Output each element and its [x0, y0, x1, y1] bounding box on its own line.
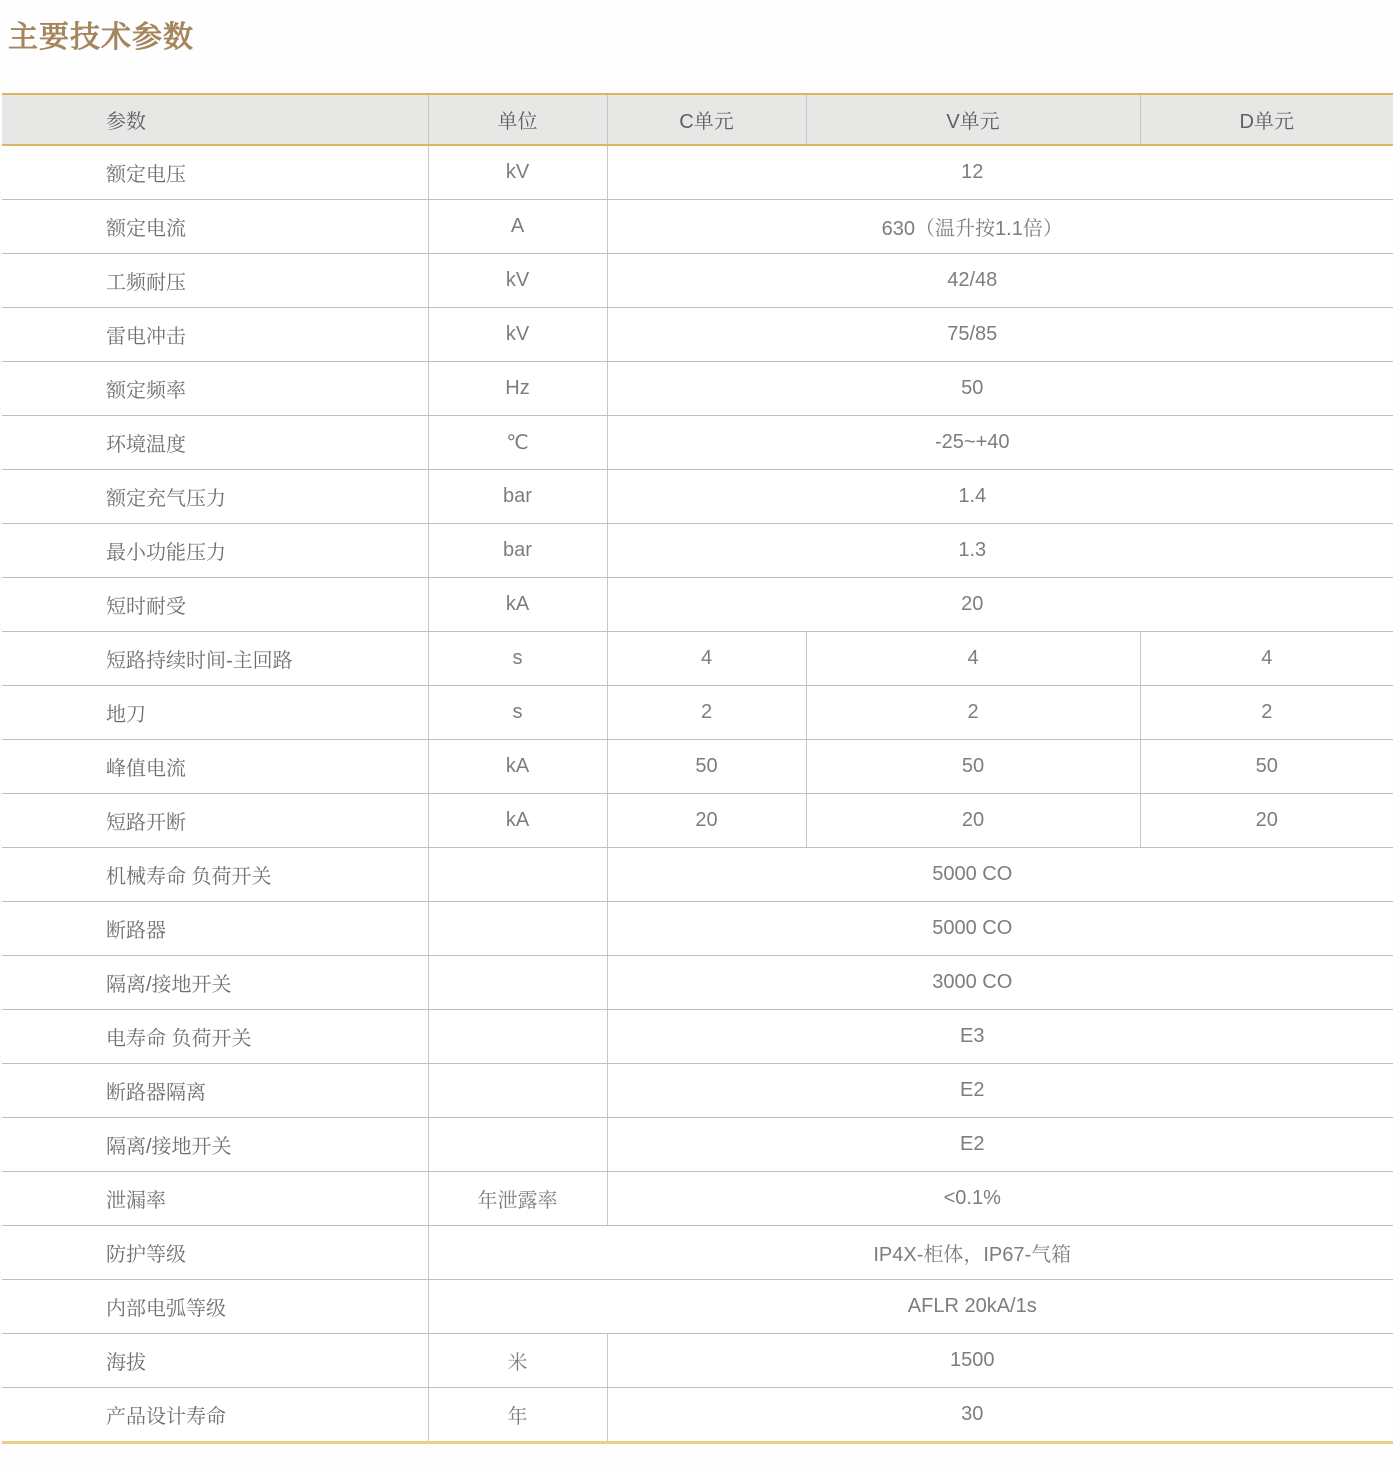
unit-cell: [428, 1064, 607, 1118]
table-row: [2, 794, 1393, 848]
table-row: [2, 416, 1393, 470]
unit-cell: 米: [428, 1334, 607, 1388]
unit-cell: s: [428, 686, 607, 740]
value-cell: 50: [607, 362, 1393, 416]
value-cell-c: 50: [607, 740, 806, 794]
param-cell: 峰值电流: [2, 740, 428, 794]
col-header-c-unit: C单元: [607, 94, 806, 145]
value-cell: 630（温升按1.1倍）: [607, 200, 1393, 254]
param-cell: 隔离/接地开关: [2, 1118, 428, 1172]
unit-cell: [428, 956, 607, 1010]
table-row: [2, 145, 1393, 200]
unit-cell: 年泄露率: [428, 1172, 607, 1226]
unit-cell: kV: [428, 254, 607, 308]
unit-cell: [428, 848, 607, 902]
table-row: [2, 1064, 1393, 1118]
unit-cell: kA: [428, 794, 607, 848]
value-cell-d: 2: [1140, 686, 1393, 740]
table-row: [2, 1172, 1393, 1226]
value-cell: -25~+40: [607, 416, 1393, 470]
param-cell: 产品设计寿命: [2, 1388, 428, 1443]
value-cell: 1500: [607, 1334, 1393, 1388]
value-cell: E2: [607, 1118, 1393, 1172]
unit-cell: kV: [428, 308, 607, 362]
value-cell: 3000 CO: [607, 956, 1393, 1010]
param-cell: 海拔: [2, 1334, 428, 1388]
value-cell-d: 50: [1140, 740, 1393, 794]
spec-table: [2, 93, 1393, 1444]
param-cell: 地刀: [2, 686, 428, 740]
unit-cell: bar: [428, 470, 607, 524]
table-row: [2, 632, 1393, 686]
col-header-param: 参数: [2, 94, 428, 145]
table-row: [2, 524, 1393, 578]
unit-cell: [428, 902, 607, 956]
unit-cell: kV: [428, 145, 607, 200]
table-row: [2, 848, 1393, 902]
table-row: [2, 740, 1393, 794]
value-cell-d: 20: [1140, 794, 1393, 848]
value-cell-c: 2: [607, 686, 806, 740]
page-title: 主要技术参数: [8, 21, 194, 54]
param-cell: 工频耐压: [2, 254, 428, 308]
unit-cell: 年: [428, 1388, 607, 1443]
value-cell-v: 2: [806, 686, 1140, 740]
value-cell: 5000 CO: [607, 848, 1393, 902]
table-row: [2, 1334, 1393, 1388]
param-cell: 断路器隔离: [2, 1064, 428, 1118]
value-cell: 30: [607, 1388, 1393, 1443]
value-cell-v: 4: [806, 632, 1140, 686]
table-row: [2, 362, 1393, 416]
param-cell: 断路器: [2, 902, 428, 956]
param-cell: 额定电流: [2, 200, 428, 254]
unit-cell: [428, 1010, 607, 1064]
table-row: [2, 470, 1393, 524]
value-cell: 1.4: [607, 470, 1393, 524]
param-cell: 内部电弧等级: [2, 1280, 428, 1334]
table-row: [2, 686, 1393, 740]
value-cell: <0.1%: [607, 1172, 1393, 1226]
value-cell: IP4X-柜体，IP67-气箱: [428, 1226, 1393, 1280]
param-cell: 电寿命 负荷开关: [2, 1010, 428, 1064]
value-cell: 42/48: [607, 254, 1393, 308]
table-row: [2, 902, 1393, 956]
param-cell: 隔离/接地开关: [2, 956, 428, 1010]
table-row: [2, 1118, 1393, 1172]
value-cell: 20: [607, 578, 1393, 632]
table-row: [2, 578, 1393, 632]
col-header-v-unit: V单元: [806, 94, 1140, 145]
value-cell: 12: [607, 145, 1393, 200]
col-header-d-unit: D单元: [1140, 94, 1393, 145]
param-cell: 短时耐受: [2, 578, 428, 632]
table-row: [2, 200, 1393, 254]
param-cell: 泄漏率: [2, 1172, 428, 1226]
unit-cell: kA: [428, 740, 607, 794]
param-cell: 额定频率: [2, 362, 428, 416]
table-row: [2, 1226, 1393, 1280]
param-cell: 额定充气压力: [2, 470, 428, 524]
value-cell-v: 50: [806, 740, 1140, 794]
param-cell: 短路开断: [2, 794, 428, 848]
header-row: [2, 94, 1393, 145]
table-body: [2, 145, 1393, 1443]
value-cell-d: 4: [1140, 632, 1393, 686]
param-cell: 环境温度: [2, 416, 428, 470]
value-cell: 5000 CO: [607, 902, 1393, 956]
table-row: [2, 1280, 1393, 1334]
table-row: [2, 1010, 1393, 1064]
value-cell: 75/85: [607, 308, 1393, 362]
unit-cell: bar: [428, 524, 607, 578]
param-cell: 机械寿命 负荷开关: [2, 848, 428, 902]
value-cell-c: 20: [607, 794, 806, 848]
param-cell: 短路持续时间-主回路: [2, 632, 428, 686]
param-cell: 额定电压: [2, 145, 428, 200]
unit-cell: Hz: [428, 362, 607, 416]
table-row: [2, 308, 1393, 362]
value-cell-c: 4: [607, 632, 806, 686]
param-cell: 防护等级: [2, 1226, 428, 1280]
unit-cell: ℃: [428, 416, 607, 470]
unit-cell: [428, 1118, 607, 1172]
unit-cell: s: [428, 632, 607, 686]
table-row: [2, 254, 1393, 308]
table-header: [2, 94, 1393, 145]
unit-cell: A: [428, 200, 607, 254]
unit-cell: kA: [428, 578, 607, 632]
param-cell: 最小功能压力: [2, 524, 428, 578]
value-cell: E2: [607, 1064, 1393, 1118]
table-row: [2, 1388, 1393, 1443]
col-header-unit: 单位: [428, 94, 607, 145]
param-cell: 雷电冲击: [2, 308, 428, 362]
value-cell: AFLR 20kA/1s: [428, 1280, 1393, 1334]
value-cell: 1.3: [607, 524, 1393, 578]
value-cell-v: 20: [806, 794, 1140, 848]
table-row: [2, 956, 1393, 1010]
value-cell: E3: [607, 1010, 1393, 1064]
